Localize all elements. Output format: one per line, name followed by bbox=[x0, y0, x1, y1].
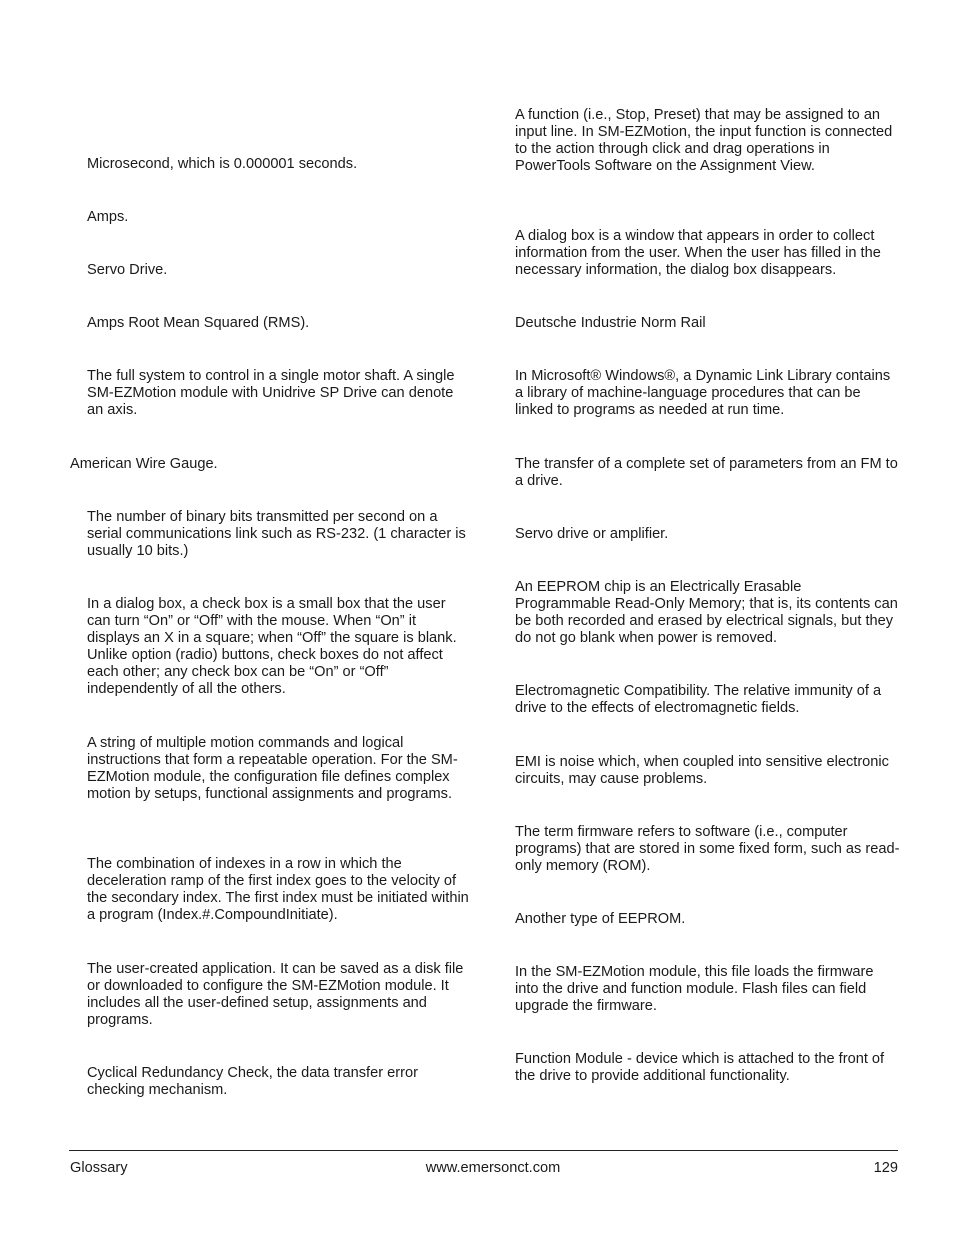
definition-download: The transfer of a complete set of parameters from an FM to a drive. bbox=[515, 456, 898, 490]
definition-axis: The full system to control in a single motor shaft. A single SM-EZMotion module with Unidrive SP Drive can denote an axis. bbox=[87, 368, 455, 419]
definition-input-function: A function (i.e., Stop, Preset) that may be assigned to an input line. In SM-EZMotion, the input function is connected to the action through click and drag operations in PowerTools Software on the Assignment View. bbox=[515, 107, 893, 175]
definition-amps: Amps. bbox=[87, 209, 129, 225]
definition-program: A string of multiple motion commands and logical instructions that form a repeatable operation. For the SM-EZMotion module, the configuration file defines complex motion by setups, functional assignments and programs. bbox=[87, 735, 458, 803]
footer-website: www.emersonct.com bbox=[425, 1160, 561, 1176]
definition-flash-file: In the SM-EZMotion module, this file loads the firmware into the drive and function module. Flash files can field upgrade the firmware. bbox=[515, 964, 874, 1015]
definition-dll: In Microsoft® Windows®, a Dynamic Link Library contains a library of machine-language procedures that can be linked to programs as needed at run time. bbox=[515, 368, 891, 419]
definition-amps-rms: Amps Root Mean Squared (RMS). bbox=[87, 315, 310, 331]
definition-crc: Cyclical Redundancy Check, the data transfer error checking mechanism. bbox=[87, 1065, 418, 1099]
definition-flash: Another type of EEPROM. bbox=[515, 911, 686, 927]
definition-microsecond: Microsecond, which is 0.000001 seconds. bbox=[87, 156, 358, 172]
definition-din-rail: Deutsche Industrie Norm Rail bbox=[515, 315, 706, 331]
footer-page-number: 129 bbox=[873, 1160, 898, 1176]
definition-function-module: Function Module - device which is attached to the front of the drive to provide additional functionality. bbox=[515, 1051, 885, 1085]
definition-baud-rate: The number of binary bits transmitted per second on a serial communications link such as RS-232. (1 character is usually 10 bits.) bbox=[87, 509, 466, 560]
footer-section-name: Glossary bbox=[70, 1160, 128, 1176]
definition-emi: EMI is noise which, when coupled into sensitive electronic circuits, may cause problems. bbox=[515, 754, 889, 788]
definition-configuration-file: The user-created application. It can be saved as a disk file or downloaded to configure the SM-EZMotion module. It includes all the user-defined setup, assignments and programs. bbox=[87, 961, 464, 1029]
definition-awg: American Wire Gauge. bbox=[70, 456, 218, 472]
definition-check-box: In a dialog box, a check box is a small box that the user can turn “On” or “Off” with the mouse. When “On” it displays an X in a square; when “Off” the square is blank. Unlike option (radio) buttons, check boxes do not affect each other; any check box can be “On” or “Off” independently of all the others. bbox=[87, 596, 457, 698]
definition-eeprom: An EEPROM chip is an Electrically Erasable Programmable Read-Only Memory; that is, its contents can be both recorded and erased by electrical signals, but they do not go blank when power is removed. bbox=[515, 579, 898, 647]
definition-compound-index: The combination of indexes in a row in which the deceleration ramp of the first index goes to the velocity of the secondary index. The first index must be initiated within a program (Index.#.CompoundInitiate). bbox=[87, 856, 469, 924]
definition-dialog-box: A dialog box is a window that appears in order to collect information from the user. When the user has filled in the necessary information, the dialog box disappears. bbox=[515, 228, 881, 279]
definition-firmware: The term firmware refers to software (i.e., computer programs) that are stored in some fixed form, such as read-only memory (ROM). bbox=[515, 824, 900, 875]
definition-emc: Electromagnetic Compatibility. The relative immunity of a drive to the effects of electromagnetic fields. bbox=[515, 683, 882, 717]
footer-divider bbox=[69, 1150, 898, 1151]
definition-drive: Servo drive or amplifier. bbox=[515, 526, 669, 542]
definition-servo-drive: Servo Drive. bbox=[87, 262, 168, 278]
